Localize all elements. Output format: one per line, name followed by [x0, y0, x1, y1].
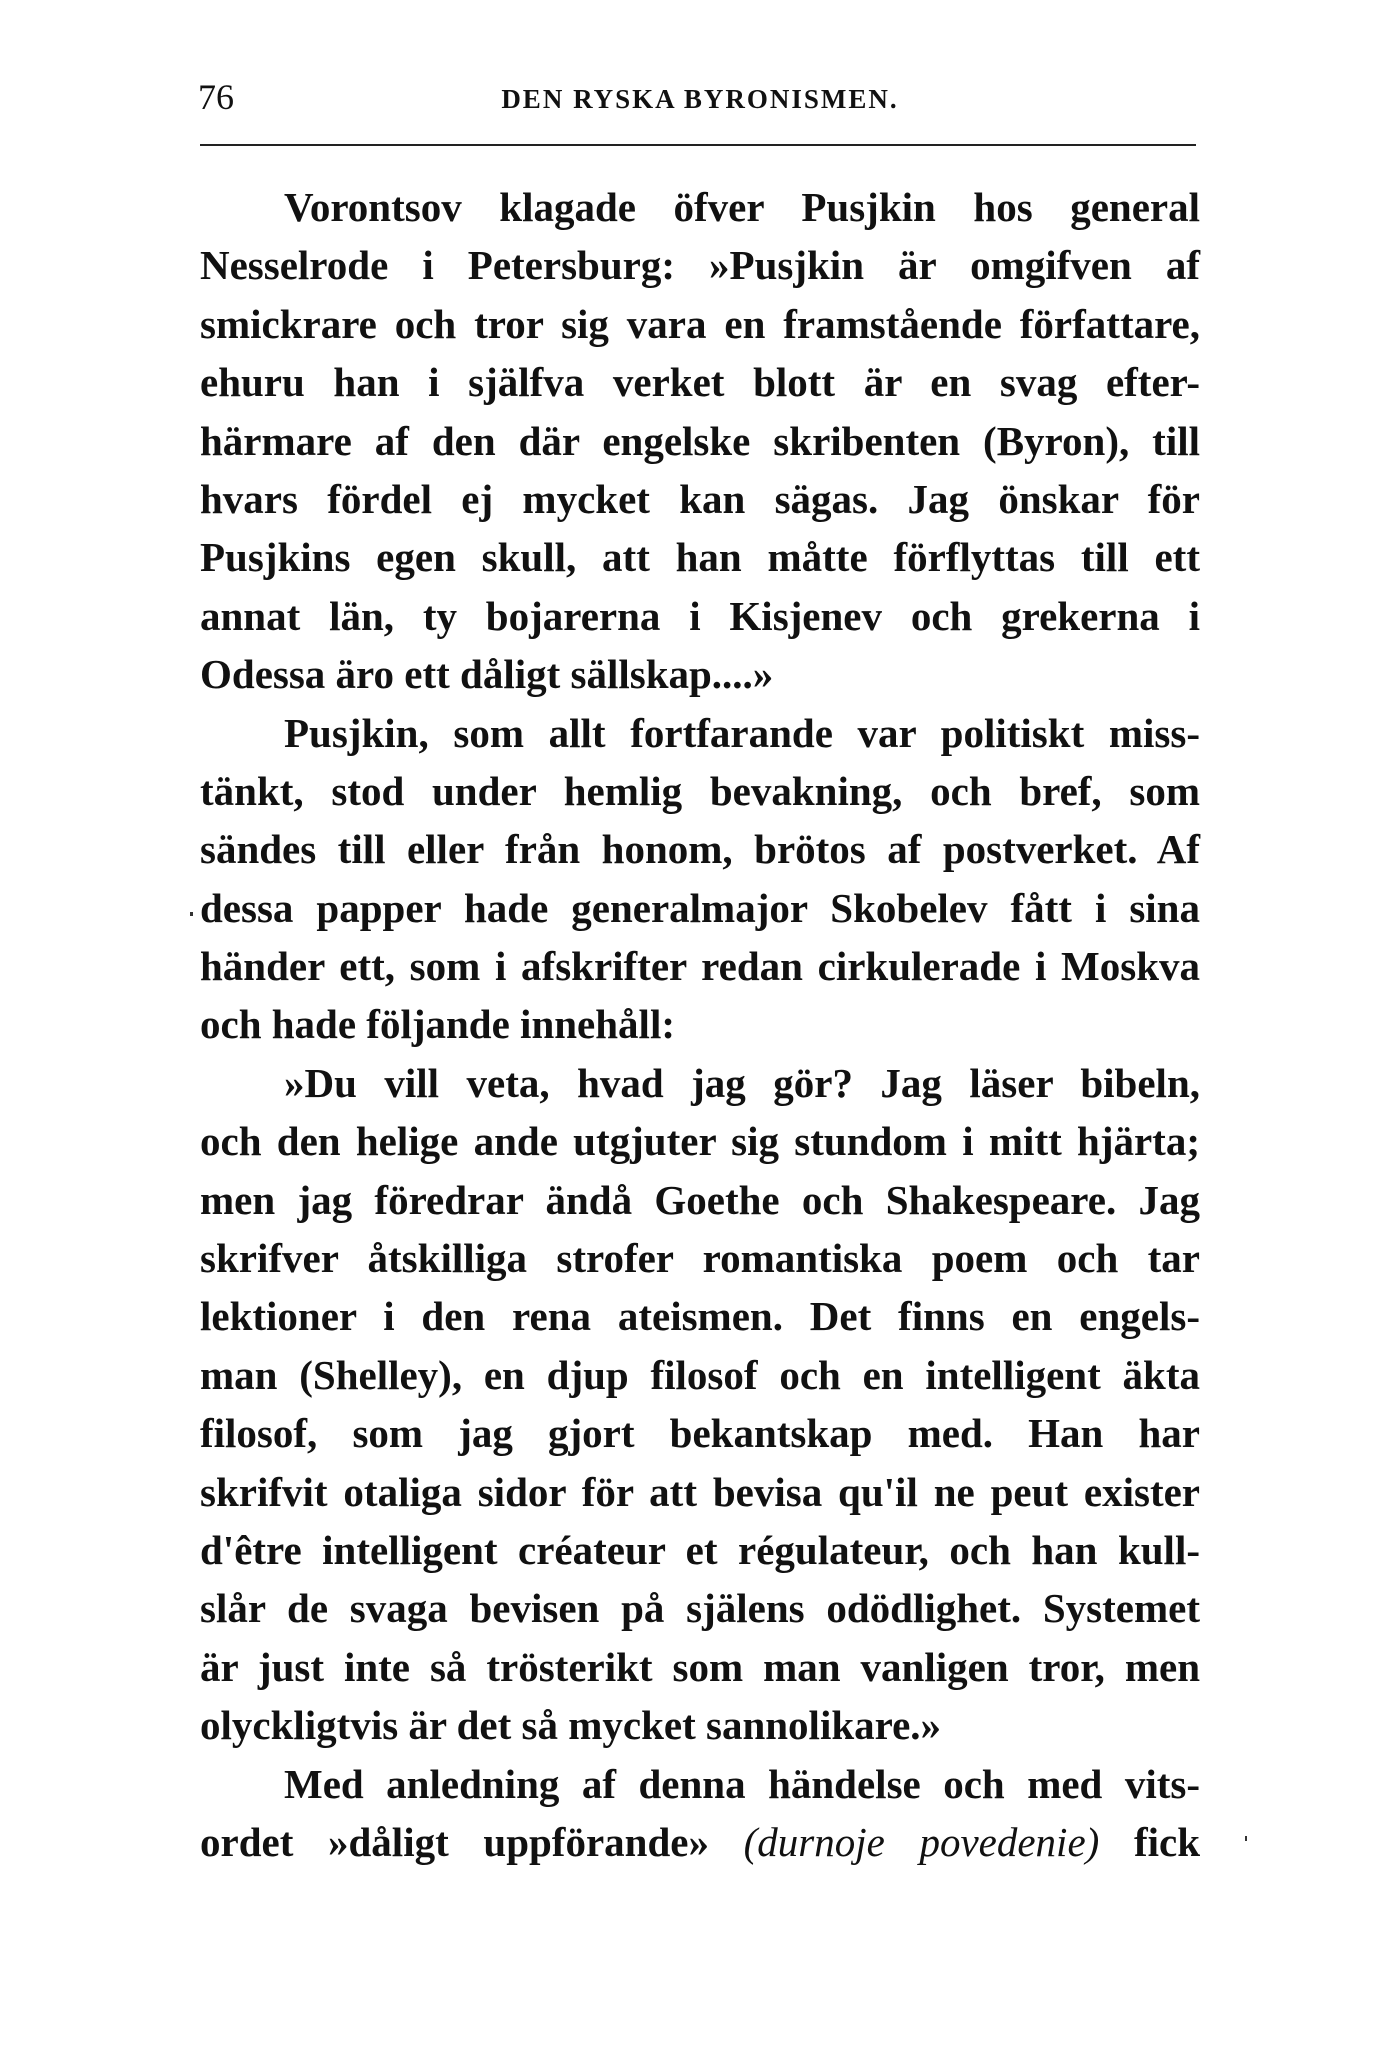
text-line — [200, 1112, 1200, 1170]
text-line-content: härmare af den där engelske skribenten (Byron), till — [200, 417, 1200, 464]
margin-mark — [190, 912, 193, 916]
text-line — [200, 1171, 1200, 1229]
header-rule — [200, 144, 1196, 146]
text-line-content: filosof, som jag gjort bekantskap med. Han har — [200, 1410, 1200, 1457]
text-line — [200, 1229, 1200, 1287]
text-line-content: Pusjkin, som allt fortfarande var politiskt miss- — [284, 709, 1200, 756]
text-line-content: och hade följande innehåll: — [200, 1001, 675, 1048]
text-line-content: ehuru han i själfva verket blott är en svag efter- — [200, 359, 1200, 406]
text-line-content: Vorontsov klagade öfver Pusjkin hos general — [284, 184, 1200, 230]
text-line — [200, 470, 1200, 528]
text-line — [200, 645, 1200, 703]
text-line-content: »Du vill veta, hvad jag gör? Jag läser bibeln, — [284, 1059, 1200, 1106]
text-line — [200, 1813, 1200, 1871]
text-line — [200, 528, 1200, 586]
text-line-content: Nesselrode i Petersburg: »Pusjkin är omgifven af — [200, 242, 1200, 289]
text-line-content — [200, 1813, 1200, 1871]
text-line — [200, 879, 1200, 937]
text-line-content: Med anledning af denna händelse och med vits- — [284, 1760, 1200, 1807]
text-line-content: lektioner i den rena ateismen. Det finns en engels- — [200, 1293, 1200, 1340]
text-line — [200, 295, 1200, 353]
text-line — [200, 353, 1200, 411]
text-line-content: Odessa äro ett dåligt sällskap....» — [200, 651, 774, 698]
text-line — [200, 1287, 1200, 1345]
text-line-content: slår de svaga bevisen på själens odödlighet. Systemet — [200, 1585, 1200, 1632]
text-line — [200, 1696, 1200, 1754]
text-line — [200, 1346, 1200, 1404]
text-line — [200, 704, 1200, 762]
text-segment: ordet »dåligt uppförande» — [200, 1818, 744, 1865]
text-line — [200, 937, 1200, 995]
text-line — [200, 236, 1200, 294]
text-line — [200, 762, 1200, 820]
margin-mark — [1245, 1836, 1247, 1841]
page-number: 76 — [198, 77, 234, 117]
text-line-content: dessa papper hade generalmajor Skobelev fått i sina — [200, 884, 1200, 931]
text-line-content: är just inte så trösterikt som man vanligen tror, men — [200, 1643, 1200, 1690]
italic-phrase: (durnoje povedenie) — [743, 1818, 1100, 1865]
body-text — [200, 178, 1200, 1871]
running-title: DEN RYSKA BYRONISMEN. — [501, 84, 899, 114]
text-line-content: tänkt, stod under hemlig bevakning, och bref, som — [200, 767, 1200, 814]
text-line — [200, 1638, 1200, 1696]
text-line-content: händer ett, som i afskrifter redan cirkulerade i Moskva — [200, 943, 1200, 990]
text-line — [200, 995, 1200, 1053]
text-line-content: skrifver åtskilliga strofer romantiska poem och tar — [200, 1235, 1200, 1282]
text-line-content: men jag föredrar ändå Goethe och Shakespeare. Jag — [200, 1176, 1200, 1223]
text-segment: fick — [1099, 1818, 1200, 1865]
text-line — [200, 1054, 1200, 1112]
text-line — [200, 1404, 1200, 1462]
text-line-content: hvars fördel ej mycket kan sägas. Jag önskar för — [200, 475, 1200, 522]
text-line-content: Pusjkins egen skull, att han måtte förflyttas till ett — [200, 534, 1200, 581]
text-line — [200, 178, 1200, 236]
text-line — [200, 1463, 1200, 1521]
text-line-content: smickrare och tror sig vara en framstående författare, — [200, 300, 1200, 347]
text-line — [200, 1521, 1200, 1579]
text-line-content: och den helige ande utgjuter sig stundom i mitt hjärta; — [200, 1118, 1200, 1165]
text-line — [200, 1755, 1200, 1813]
text-line-content: olyckligtvis är det så mycket sannolikare.» — [200, 1702, 942, 1749]
text-line — [200, 412, 1200, 470]
text-line — [200, 587, 1200, 645]
text-line-content: d'être intelligent créateur et régulateur, och han kull- — [200, 1526, 1200, 1573]
text-line-content: man (Shelley), en djup filosof och en intelligent äkta — [200, 1351, 1200, 1398]
text-line — [200, 1579, 1200, 1637]
text-line-content: sändes till eller från honom, brötos af postverket. Af — [200, 826, 1200, 873]
text-line-content: skrifvit otaliga sidor för att bevisa qu'il ne peut exister — [200, 1468, 1200, 1515]
text-line — [200, 820, 1200, 878]
text-line-content: annat län, ty bojarerna i Kisjenev och grekerna i — [200, 592, 1200, 639]
